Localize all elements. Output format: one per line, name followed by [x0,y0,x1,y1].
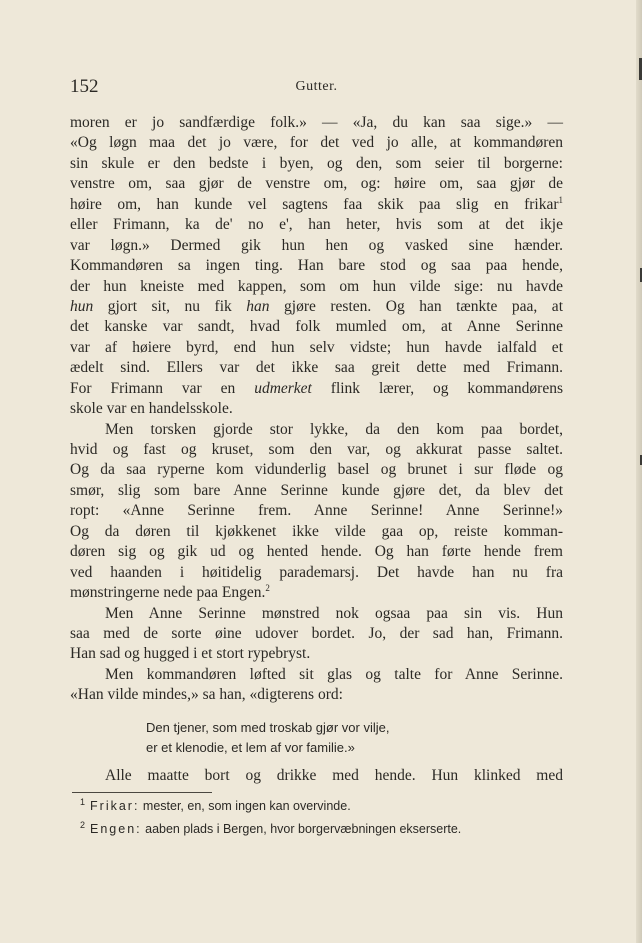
text-line: «Og løgn maa det jo være, for det ved jo alle, at kommandøren [70,134,563,152]
emphasis: udmerket [254,379,312,397]
text-line: smør, slig som bare Anne Serinne kunde gjøre det, da blev det [70,481,563,499]
text-line: Alle maatte bort og drikke med hende. Hun klinked med [105,767,563,784]
text-line: sin skule er den bedste i byen, og den, som seier til borgerne: [70,154,563,172]
text-line: saa med de sorte øine udover bordet. Jo, der sad han, Frimann. [70,624,563,642]
footnote-term: Frikar: [90,799,140,814]
text-line: det kanske var sandt, hvad folk mumled om, at Anne Serinne [70,318,563,336]
text-line: Men kommandøren løfted sit glas og talte for Anne Serinne. [105,665,563,683]
page-edge [636,0,642,943]
footnote-ref: 2 [265,582,270,593]
footnote [80,793,570,816]
running-title: Gutter. [295,79,338,94]
verse-line: er et klenodie, et lem af vor familie.» [146,740,355,755]
page-header [70,76,563,98]
footnote-text: aaben plads i Bergen, hvor borgervæbningen ekserserte. [141,822,462,837]
text-line: venstre om, saa gjør de venstre om, og: høire om, saa gjør de [70,175,563,193]
body-text [70,113,563,706]
text-line: var løgn.» Dermed gik hun hen og vasked sine hænder. [70,236,563,254]
text-line: var af høiere byrd, end hun selv vidste; hun havde ialfald et [70,338,563,356]
text-line: Men torsken gjorde stor lykke, da den kom paa bordet, [105,420,563,438]
emphasis: han [246,297,270,315]
text-line: moren er jo sandfærdige folk.» — «Ja, du kan saa sige.» — [70,114,563,131]
text-line: Og da saa ryperne kom vidunderlig basel og brunet i sur fløde og [70,461,563,479]
text-line: Og da døren til kjøkkenet ikke vilde gaa op, reiste komman- [70,522,563,540]
text-line: «Han vilde mindes,» sa han, «digterens ord: [70,686,343,704]
emphasis: hun [70,297,94,315]
text-line: hvid og fast og kruset, som den var, og akkurat passe saltet. [70,441,563,458]
text-line: ropt: «Anne Serinne frem. Anne Serinne! Anne Serinne!» [70,502,563,520]
footnote-number: 2 [80,820,86,831]
text-line: skole var en handelsskole. [70,400,233,418]
page-number: 152 [70,76,99,97]
verse-line: Den tjener, som med troskab gjør vor vilje, [146,720,390,735]
text-line: mønstringerne nede paa Engen.$^2$ [70,582,270,602]
footnote-number: 1 [80,797,86,807]
text-line: ved haanden i høitidelig parademarsj. Det havde han nu fra [70,563,563,581]
text-line: der hun kneiste med kappen, som om hun vilde sige: nu havde [70,277,563,295]
text-line: ædelt sind. Ellers var det ikke saa greit dette med Frimann. [70,359,563,377]
text-line: Kommandøren sa ingen ting. Han bare stod og saa paa hende, [70,257,563,275]
footnote-ref: 1 [558,194,563,205]
footnote [80,816,570,839]
text-line: Men Anne Serinne mønstred nok ogsaa paa sin vis. Hun [105,604,563,622]
text-line: døren sig og gik ud og hented hende. Og han førte hende frem [70,543,563,561]
text-line: eller Frimann, ka de' no e', han heter, hvis som at det ikje [70,216,563,234]
text-line: hun gjort sit, nu fik han gjøre resten. Og han tænkte paa, at [70,297,563,315]
text-line: høire om, han kunde vel sagtens faa skik paa slig en frikar$^1$ [70,194,563,213]
text-line: Han sad og hugged i et stort rypebryst. [70,645,311,663]
footnote-text: mester, en, som ingen kan overvinde. [139,799,351,814]
footnote-term: Engen: [90,822,142,837]
footnotes [80,793,570,839]
text-line: For Frimann var en udmerket flink lærer, og kommandørens [70,379,563,397]
quoted-verse [146,718,486,758]
